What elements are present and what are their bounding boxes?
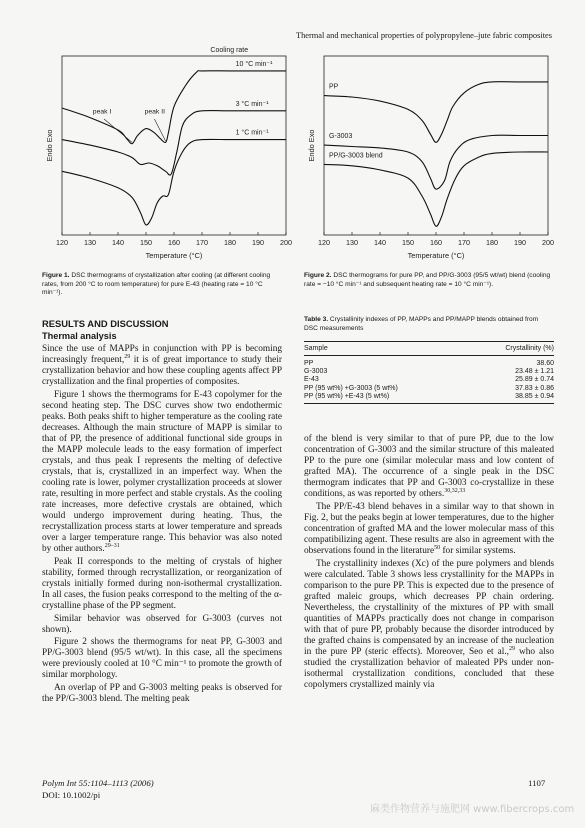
table-3-caption-label: Table 3. (304, 316, 329, 323)
figure-2-caption-label: Figure 2. (304, 272, 332, 279)
table-row (304, 356, 554, 368)
x-tick-label: 190 (514, 238, 526, 247)
x-tick-label: 160 (168, 238, 180, 247)
figure-2 (304, 52, 554, 267)
citation: 50 (434, 544, 441, 551)
right-column (304, 434, 554, 691)
figure-2-caption (304, 272, 552, 289)
series-line (62, 139, 286, 225)
table-header-row (304, 342, 554, 356)
table-3-caption (304, 316, 552, 333)
page-number: 1107 (528, 778, 546, 788)
cell-crystallinity: 38.85 ± 0.94 (469, 392, 554, 403)
x-tick-label: 140 (374, 238, 386, 247)
citation: 30,32,33 (444, 488, 466, 495)
right-paragraph (304, 434, 554, 500)
figure-1-caption-label: Figure 1. (42, 272, 70, 279)
plot-frame (62, 56, 286, 235)
text-span: Since the use of MAPPs in conjunction with PP is becoming increasingly frequent, (42, 344, 282, 366)
series-label: 3 °C min⁻¹ (235, 100, 269, 108)
x-tick-label: 130 (346, 238, 358, 247)
series-label: G-3003 (329, 133, 353, 141)
citation: 29 (509, 645, 515, 652)
running-header: Thermal and mechanical properties of polypropylene–jute fabric composites (295, 31, 552, 40)
x-tick-label: 170 (196, 238, 208, 247)
watermark: 麻类作物营养与施肥网 www.fibercrops.com (370, 804, 575, 815)
section-title: RESULTS AND DISCUSSION (42, 318, 169, 329)
cell-sample: PP (95 wt%) +E-43 (5 wt%) (304, 392, 469, 403)
table-row (304, 376, 554, 384)
table-row (304, 384, 554, 392)
citation: 29 (124, 353, 131, 360)
left-paragraph: Peak II corresponds to the melting of crystals of higher stability, formed through recrystallization, or reorganization of crystals initially formed during non-isothermal crystallization. In all cases, the fusion peaks correspond to the melting of the α-crystalline phase of the PP segment. (42, 556, 282, 612)
x-tick-label: 130 (84, 238, 96, 247)
footer-journal: Polym Int 55:1104–1113 (2006) (42, 778, 154, 788)
x-tick-label: 120 (318, 238, 330, 247)
footer-doi: DOI: 10.1002/pi (42, 790, 101, 800)
x-tick-label: 200 (280, 238, 292, 247)
text-span: who also studied the crystallization behavior of maleated PPs under non-isothermal crystallization conditions, concluded that these copolymers crystallized mainly via (304, 646, 554, 691)
left-paragraph (42, 390, 282, 556)
column-header-crystallinity: Crystallinity (%) (469, 342, 554, 356)
citation: 29–31 (104, 543, 120, 550)
figure-1-caption (42, 272, 282, 298)
cell-crystallinity: 25.89 ± 0.74 (515, 376, 554, 384)
column-header-sample: Sample (304, 342, 469, 356)
x-tick-label: 190 (252, 238, 264, 247)
text-span: Figure 1 shows the thermograms for E-43 copolymer for the second heating step. The DSC curves show two endothermic peaks. Both peaks shift to higher temperature as the cooling rate decreases. Although the main structure of MAPP is similar to that of PP, the presence of additional functional side groups in the MAPP molecule leads to the easy formation of imperfect crystals, and thus peak I represents the melting of defective crystals, that is, crystallized in an imperfect way. When the cooling rate is lower, polymer crystallization proceeds at slower rate, resulting in more perfect and stable crystals. As the cooling rate increases, more defective crystals are obtained, which would undergo improvement during heating. Thus, the recrystallization process starts at lower temperature and spreads over a larger temperature range. This behavior was also noted by other authors. (42, 389, 282, 555)
cell-crystallinity: 37.83 ± 0.86 (515, 384, 554, 392)
series-label: PP/G-3003 blend (329, 152, 383, 160)
plot-frame (324, 56, 548, 235)
table-row (304, 392, 554, 403)
text-span: of the blend is very similar to that of pure PP, due to the low concentration of G-3003 and the similar structure of this maleated PP to the pure one (similar molecular mass and low content of grafted MA). The occurrence of a single peak in the DSC thermogram indicates that PP and G-3003 co-crystallize in these conditions, as was reported by others. (304, 434, 554, 500)
x-tick-label: 180 (486, 238, 498, 247)
text-span: The PP/E-43 blend behaves in a similar way to that shown in Fig. 2, but the peaks begin at lower temperatures, due to the higher concentration of grafted MA and the lower molecular mass of this compatibilizing agent. These results are also in agreement with the observations found in the literature (304, 501, 554, 556)
figure-1-chart (42, 46, 292, 267)
cell-sample: PP (304, 360, 314, 367)
y-axis-label: Endo Exo (45, 129, 54, 162)
x-tick-label: 170 (458, 238, 470, 247)
figure-1-caption-text: DSC thermograms of crystallization after cooling (at different cooling rates, from 200 °C to room temperature) for pure E-43 (heating rate = 10 °C min⁻¹). (42, 272, 271, 297)
x-tick-label: 140 (112, 238, 124, 247)
left-column (42, 344, 282, 705)
figure-2-chart (304, 52, 554, 267)
x-tick-label: 180 (224, 238, 236, 247)
series-label: 1 °C min⁻¹ (235, 129, 269, 137)
figure-2-caption-text: DSC thermograms for pure PP, and PP/G-3003 (95/5 wt/wt) blend (cooling rate = −10 °C min⁻¹ and subsequent heating rate = 10 °C min⁻¹). (304, 272, 551, 288)
text-span: for similar systems. (440, 545, 516, 556)
series-line (324, 82, 548, 143)
peak-label: peak I (92, 108, 112, 116)
cell-crystallinity: 23.48 ± 1.21 (515, 368, 554, 376)
series-label: PP (329, 83, 339, 91)
figure-1 (42, 46, 292, 267)
table-3-caption-text: Crystallinity indexes of PP, MAPPs and PP/MAPP blends obtained from DSC measurements (304, 316, 539, 332)
peak-label: peak II (144, 108, 166, 116)
y-axis-label: Endo Exo (307, 129, 316, 162)
legend-title: Cooling rate (210, 46, 249, 54)
left-paragraph: An overlap of PP and G-3003 melting peaks is observed for the PP/G-3003 blend. The melting peak (42, 682, 282, 704)
cell-sample: E-43 (304, 376, 319, 384)
x-tick-label: 150 (140, 238, 152, 247)
text-span: it is of great importance to study their crystallization behavior and how these coupling agents affect PP crystallization and the final properties of composites. (42, 355, 282, 388)
cell-crystallinity: 38.60 (536, 360, 554, 367)
table-3 (304, 341, 554, 404)
x-tick-label: 200 (542, 238, 554, 247)
x-tick-label: 150 (402, 238, 414, 247)
series-line (324, 135, 548, 189)
left-paragraph: Figure 2 shows the thermograms for neat PP, G-3003 and PP/G-3003 blend (95/5 wt/wt). In this case, all the specimens were previously cooled at 10 °C min⁻¹ to promote the growth of similar morphology. (42, 637, 282, 681)
cell-sample: G-3003 (304, 368, 328, 376)
x-axis-label: Temperature (°C) (145, 251, 203, 260)
text-span: The crystallinity indexes (Xc) of the pure polymers and blends were calculated. Table 3 shows less crystallinity for the MAPPs in comparison to the pure PP. This is expected due to the presence of grafted maleic groups, which decreases PP chain ordering. Nevertheless, the crystallinity of the mixtures of PP with small quantities of MAPPs practically does not change in comparison with that of pure PP, probably because the disorder introduced by the grafted chains is compensated by an increase of the nucleation in the pure PP (steric effects). Moreover, Seo et al., (304, 558, 554, 657)
table-row (304, 368, 554, 376)
cell-sample: PP (95 wt%) +G-3003 (5 wt%) (304, 384, 398, 392)
x-tick-label: 160 (430, 238, 442, 247)
x-tick-label: 120 (56, 238, 68, 247)
right-paragraph (304, 559, 554, 692)
peak-pointer (104, 119, 132, 142)
series-label: 10 °C min⁻¹ (235, 60, 273, 68)
x-axis-label: Temperature (°C) (407, 251, 465, 260)
section-subtitle: Thermal analysis (42, 331, 117, 341)
left-paragraph: Similar behavior was observed for G-3003 (curves not shown). (42, 613, 282, 635)
left-paragraph (42, 344, 282, 388)
right-paragraph (304, 502, 554, 557)
